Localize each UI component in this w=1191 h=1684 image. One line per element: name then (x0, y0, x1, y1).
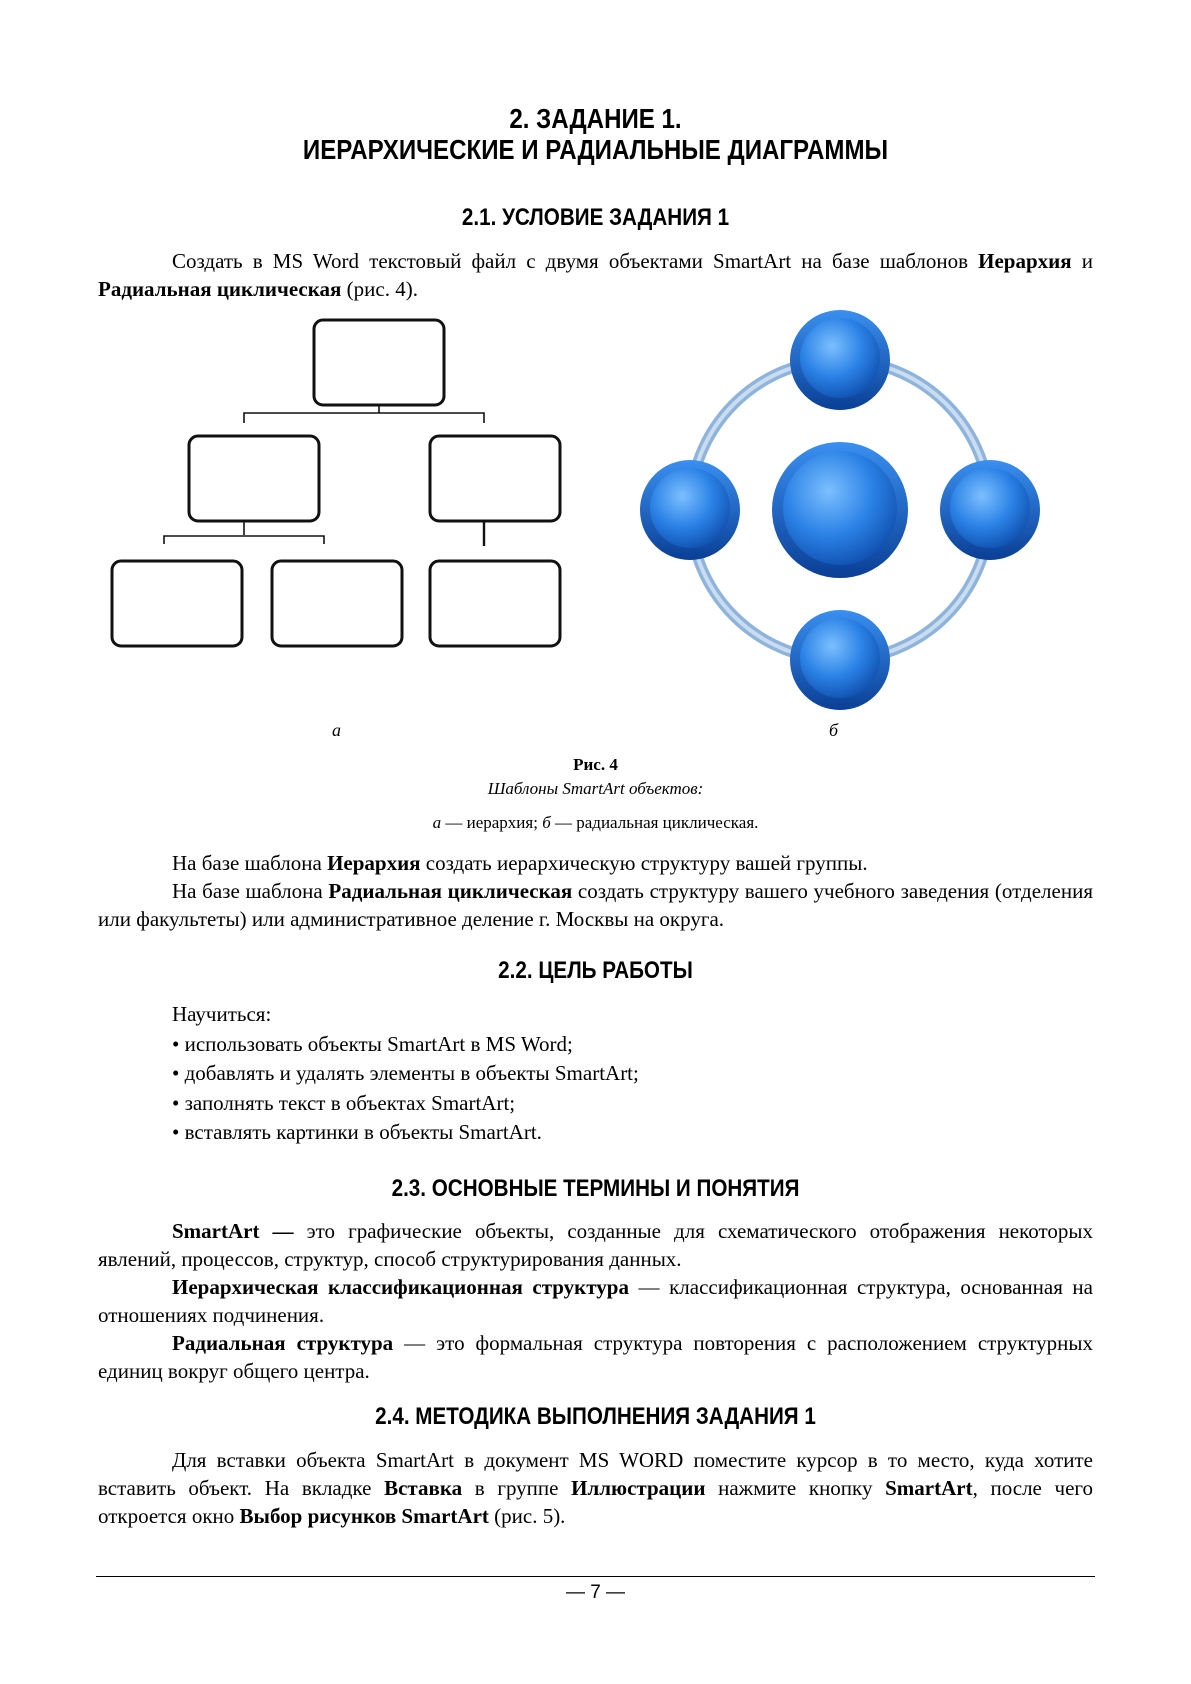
page-number: — 7 — (565, 1582, 626, 1603)
section-2-3-heading: 2.3. ОСНОВНЫЕ ТЕРМИНЫ И ПОНЯТИЯ (391, 1175, 800, 1202)
hierarchy-node-level2-left (189, 436, 319, 521)
task-paragraph: Создать в MS Word текстовый файл с двумя объектами SmartArt на базе шаблонов Иерархия и Радиальная циклическая (рис. 4). (98, 249, 1093, 301)
hierarchy-node-level3-2 (272, 561, 402, 646)
radial-cycle-diagram (640, 310, 1040, 710)
term-smartart: SmartArt — это графические объекты, созданные для схематического отображения некоторых явлений, процессов, структур, способ структурирования данных. (98, 1219, 1093, 1271)
method-text: Для вставки объекта SmartArt в документ MS WORD поместите курсор в то место, куда хотите вставить объект. На вкладке Вставка в группе Иллюстрации нажмите кнопку SmartArt, после чего откроется окно Выбор рисунков SmartArt (рис. 5). (98, 1448, 1093, 1528)
hierarchy-node-level3-3 (430, 561, 560, 646)
figure-caption-title: Рис. 4 (573, 755, 618, 774)
goals-list (172, 1000, 1092, 1148)
chapter-title-line1: 2. ЗАДАНИЕ 1. (509, 103, 682, 134)
method-paragraph (98, 1446, 1093, 1530)
section-2-2-heading: 2.2. ЦЕЛЬ РАБОТЫ (498, 957, 693, 984)
list-item: • вставлять картинки в объекты SmartArt. (172, 1120, 542, 1144)
figure-caption-legend: а — иерархия; б — радиальная циклическая. (432, 813, 759, 832)
figure-label-b: б (829, 720, 839, 740)
section-2-1-instructions (98, 849, 1093, 933)
section-2-4-heading: 2.4. МЕТОДИКА ВЫПОЛНЕНИЯ ЗАДАНИЯ 1 (375, 1403, 816, 1430)
radial-node-left (640, 460, 740, 560)
chapter-title-line2: ИЕРАРХИЧЕСКИЕ И РАДИАЛЬНЫЕ ДИАГРАММЫ (302, 134, 889, 165)
hierarchy-node-root (314, 320, 444, 405)
hierarchy-node-level3-1 (112, 561, 242, 646)
radial-instruction: На базе шаблона Радиальная циклическая создать структуру вашего учебного заведения (отделения или факультеты) или административное деление г. Москвы на округа. (98, 879, 1093, 931)
figure-caption-subtitle: Шаблоны SmartArt объектов: (487, 779, 704, 798)
footer-rule (96, 1576, 1095, 1577)
list-item: • использовать объекты SmartArt в MS Word; (172, 1031, 573, 1056)
list-item: • заполнять текст в объектах SmartArt; (172, 1090, 516, 1115)
term-hierarchical-structure: Иерархическая классификационная структура — классификационная структура, основанная на отношениях подчинения. (98, 1275, 1093, 1327)
list-item: • добавлять и удалять элементы в объекты SmartArt; (172, 1061, 639, 1085)
terms-block (98, 1217, 1093, 1385)
radial-node-right (940, 460, 1040, 560)
figure-label-a: а (332, 720, 341, 740)
section-2-1-paragraph (98, 247, 1093, 303)
hierarchy-instruction: На базе шаблона Иерархия создать иерархическую структуру вашей группы. (172, 851, 868, 875)
goals-intro: Научиться: (172, 1002, 272, 1026)
section-2-1-heading: 2.1. УСЛОВИЕ ЗАДАНИЯ 1 (461, 204, 730, 231)
radial-node-bottom (790, 610, 890, 710)
radial-node-top (790, 310, 890, 410)
hierarchy-node-level2-right (430, 436, 560, 521)
hierarchy-diagram (100, 310, 580, 650)
term-radial-structure: Радиальная структура — это формальная структура повторения с расположением структурных единиц вокруг общего центра. (98, 1331, 1093, 1383)
radial-node-center (772, 442, 908, 578)
